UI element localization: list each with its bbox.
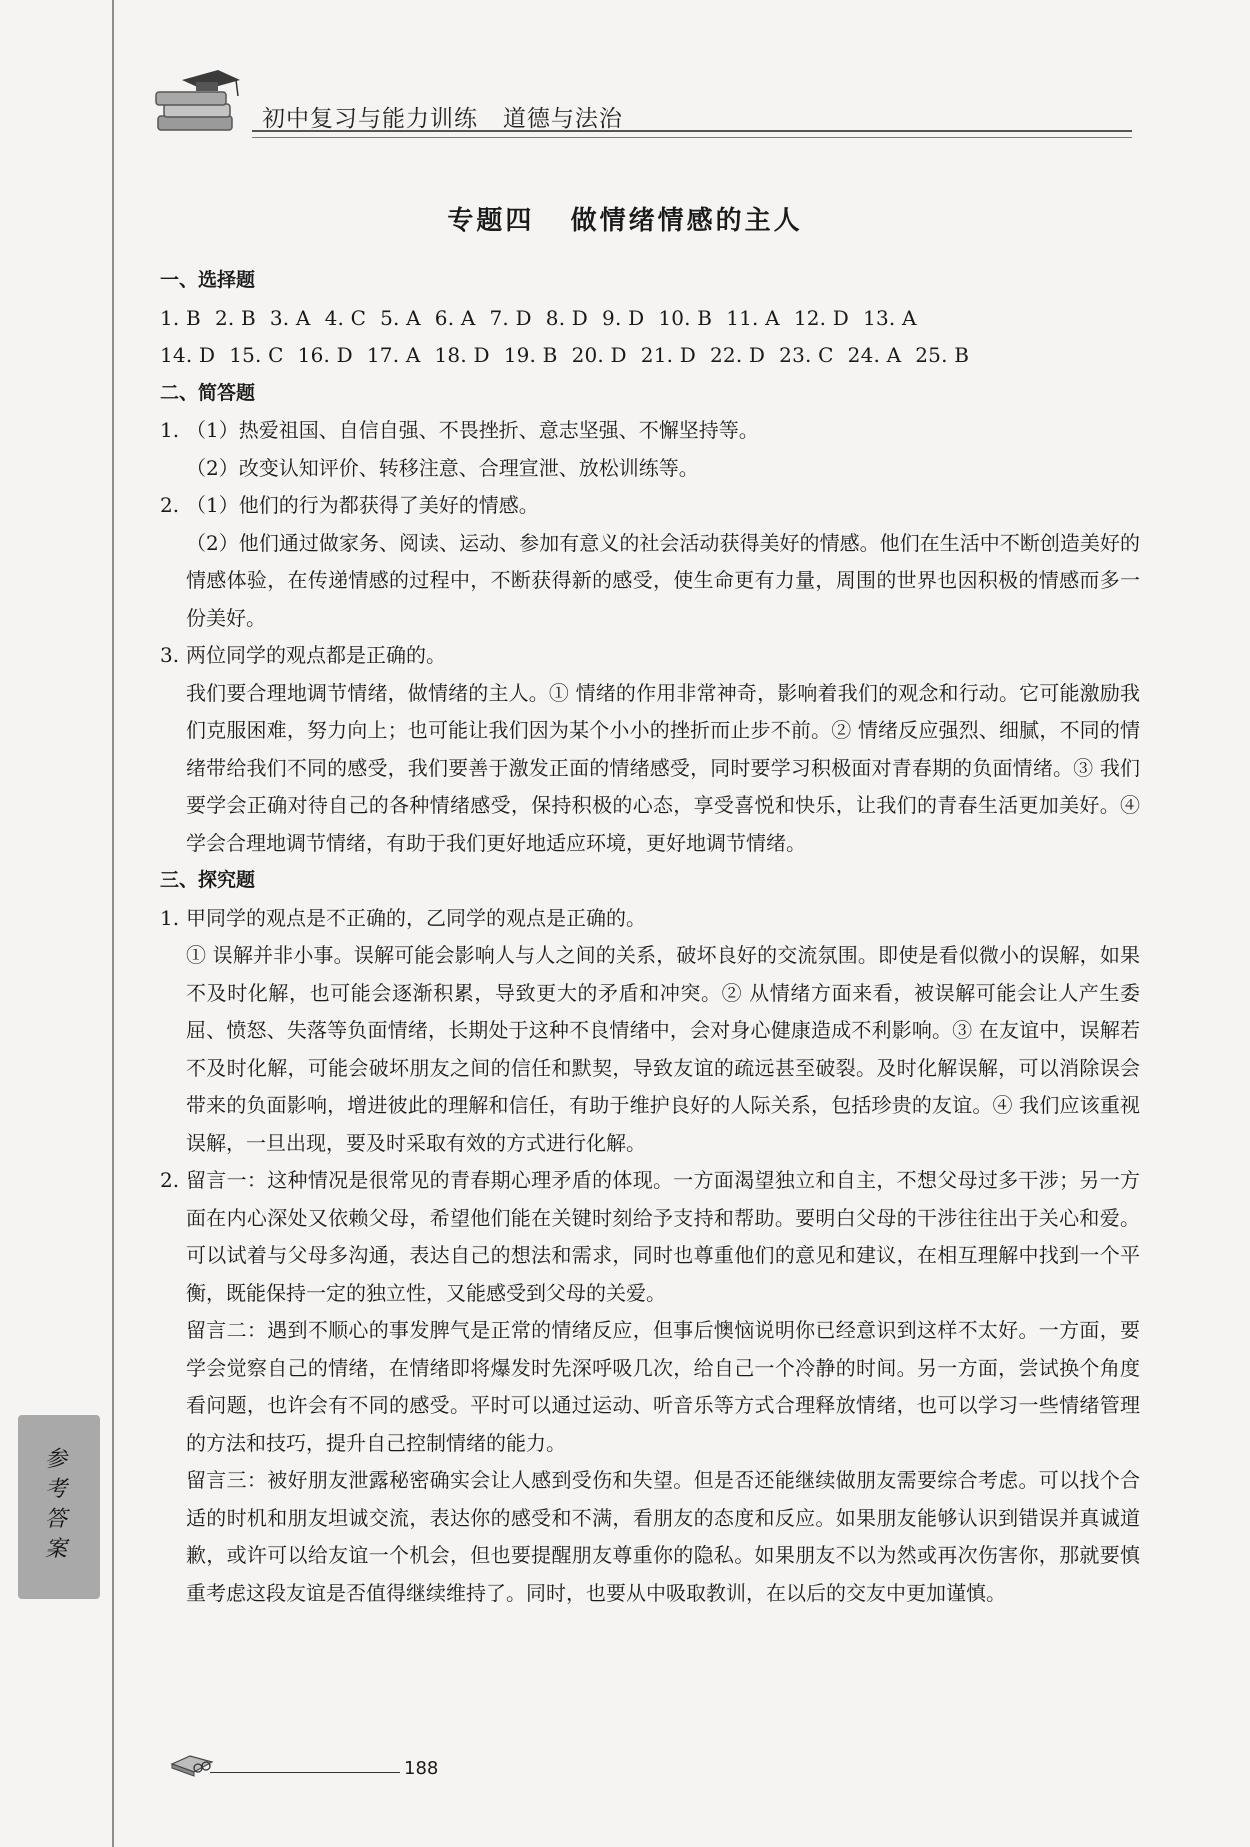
answer-25: 25. B [915, 343, 970, 367]
answer-part: （2）他们通过做家务、阅读、运动、参加有意义的社会活动获得美好的情感。他们在生活中不断创造美好的情感体验，在传递情感的过程中，不断获得新的感受，使生命更有力量，周围的世界也因积极的情感而多一份美好。 [186, 530, 1140, 630]
answer-6: 6. A [434, 305, 476, 330]
page-number: 188 [404, 1758, 439, 1779]
message-three: 留言三：被好朋友泄露秘密确实会让人感到受伤和失望。但是否还能继续做朋友需要综合考虑。可以找个合适的时机和朋友坦诚交流，表达你的感受和不满，看朋友的态度和反应。如果朋友能够认识到错误并真诚道歉，或许可以给友谊一个机会，但也要提醒朋友尊重你的隐私。如果朋友不以为然或再次伤害你，那就要慎重考虑这段友谊是否值得继续维持了。同时，也要从中吸取教训，在以后的交友中更加谨慎。 [186, 1468, 1140, 1605]
answer-16: 16. D [297, 343, 353, 367]
answer-part: 两位同学的观点都是正确的。 [186, 643, 446, 667]
answer-19: 19. B [503, 343, 558, 367]
answer-part: ① 误解并非小事。误解可能会影响人与人之间的关系，破坏良好的交流氛围。即使是看似微小的误解，如果不及时化解，也可能会逐渐积累，导致更大的矛盾和冲突。② 从情绪方面来看，被误解可能会让人产生委屈、愤怒、失落等负面情绪，长期处于这种不良情绪中，会对身心健康造成不利影响。③ 在友谊中，误解若不及时化解，可能会破坏朋友之间的信任和默契，导致友谊的疏远甚至破裂。及时化解误解，可以消除误会带来的负面影响，增进彼此的理解和信任，有助于维护良好的人际关系，包括珍贵的友谊。④ 我们应该重视误解，一旦出现，要及时采取有效的方式进行化解。 [186, 943, 1140, 1155]
answer-14: 14. D [160, 343, 216, 367]
chapter-title: 专题四 做情绪情感的主人 [447, 206, 803, 236]
answer-part: 甲同学的观点是不正确的，乙同学的观点是正确的。 [186, 905, 646, 930]
answer-13: 13. A [863, 305, 917, 330]
answer-11: 11. A [726, 305, 780, 330]
message-two: 留言二：遇到不顺心的事发脾气是正常的情绪反应，但事后懊恼说明你已经意识到这样不太好。一方面，要学会觉察自己的情绪，在情绪即将爆发时先深呼吸几次，给自己一个冷静的时间。另一方面，尝试换个角度看问题，也许会有不同的感受。平时可以通过运动、听音乐等方式合理释放情绪，也可以学习一些情绪管理的方法和技巧，提升自己控制情绪的能力。 [186, 1318, 1140, 1455]
answer-5: 5. A [380, 305, 421, 330]
answer-10: 10. B [658, 305, 713, 330]
question-number: 2. [160, 493, 180, 517]
footer-rule [210, 1772, 400, 1773]
section-heading-multiple-choice: 一、选择题 [160, 269, 256, 291]
answer-15: 15. C [229, 343, 284, 367]
answer-1: 1. B [160, 305, 201, 330]
books-graduation-cap-icon [152, 66, 244, 140]
short-answer-1 [160, 412, 1140, 487]
inquiry-answer-2 [160, 1162, 1140, 1612]
answer-21: 21. D [640, 343, 696, 367]
section-heading-short-answer: 二、简答题 [160, 381, 256, 404]
answer-8: 8. D [545, 305, 589, 330]
answer-12: 12. D [793, 305, 850, 330]
inquiry-answer-1 [160, 900, 1140, 1163]
answer-2: 2. B [214, 305, 256, 330]
answer-9: 9. D [602, 305, 645, 330]
page-margin-line [112, 0, 114, 1847]
side-tab-label: 参考答案 [44, 1447, 67, 1562]
answer-24: 24. A [847, 343, 902, 367]
book-glasses-icon [168, 1750, 216, 1780]
answer-22: 22. D [709, 343, 766, 367]
header-rule [252, 130, 1132, 138]
question-number: 2. [160, 1168, 180, 1192]
message-one: 留言一：这种情况是很常见的青春期心理矛盾的体现。一方面渴望独立和自主，不想父母过多干涉；另一方面在内心深处又依赖父母，希望他们能在关键时刻给予支持和帮助。要明白父母的干涉往往出于关心和爱。可以试着与父母多沟通，表达自己的想法和需求，同时也尊重他们的意见和建议，在相互理解中找到一个平衡，既能保持一定的独立性，又能感受到父母的关爱。 [186, 1168, 1140, 1305]
question-number: 3. [160, 643, 180, 667]
question-number: 1. [160, 418, 180, 442]
book-series-title: 初中复习与能力训练 道德与法治 [262, 106, 623, 132]
answer-3: 3. A [269, 305, 311, 330]
answer-content [160, 262, 1140, 1612]
section-heading-inquiry: 三、探究题 [160, 869, 256, 891]
answer-7: 7. D [489, 305, 532, 330]
short-answer-3 [160, 637, 1140, 862]
answer-row-1 [160, 300, 1140, 338]
short-answer-2 [160, 487, 1140, 637]
answer-18: 18. D [434, 343, 490, 367]
answer-part: （1）他们的行为都获得了美好的情感。 [186, 493, 539, 517]
answer-row-2 [160, 337, 1140, 375]
answer-4: 4. C [324, 305, 367, 330]
answer-17: 17. A [366, 343, 421, 367]
answer-part: （2）改变认知评价、转移注意、合理宣泄、放松训练等。 [186, 455, 699, 480]
answer-23: 23. C [779, 343, 834, 367]
answer-20: 20. D [571, 343, 627, 367]
answer-part: 我们要合理地调节情绪，做情绪的主人。① 情绪的作用非常神奇，影响着我们的观念和行动。它可能激励我们克服困难，努力向上；也可能让我们因为某个小小的挫折而止步不前。② 情绪反应强烈、细腻，不同的情绪带给我们不同的感受，我们要善于激发正面的情绪感受，同时要学习积极面对青春期的负面情绪。③ 我们要学会正确对待自己的各种情绪感受，保持积极的心态，享受喜悦和快乐，让我们的青春生活更加美好。④ 学会合理地调节情绪，有助于我们更好地适应环境，更好地调节情绪。 [186, 680, 1140, 855]
answer-part: （1）热爱祖国、自信自强、不畏挫折、意志坚强、不懈坚持等。 [186, 418, 759, 442]
question-number: 1. [160, 905, 180, 930]
reference-answers-tab [18, 1415, 100, 1599]
